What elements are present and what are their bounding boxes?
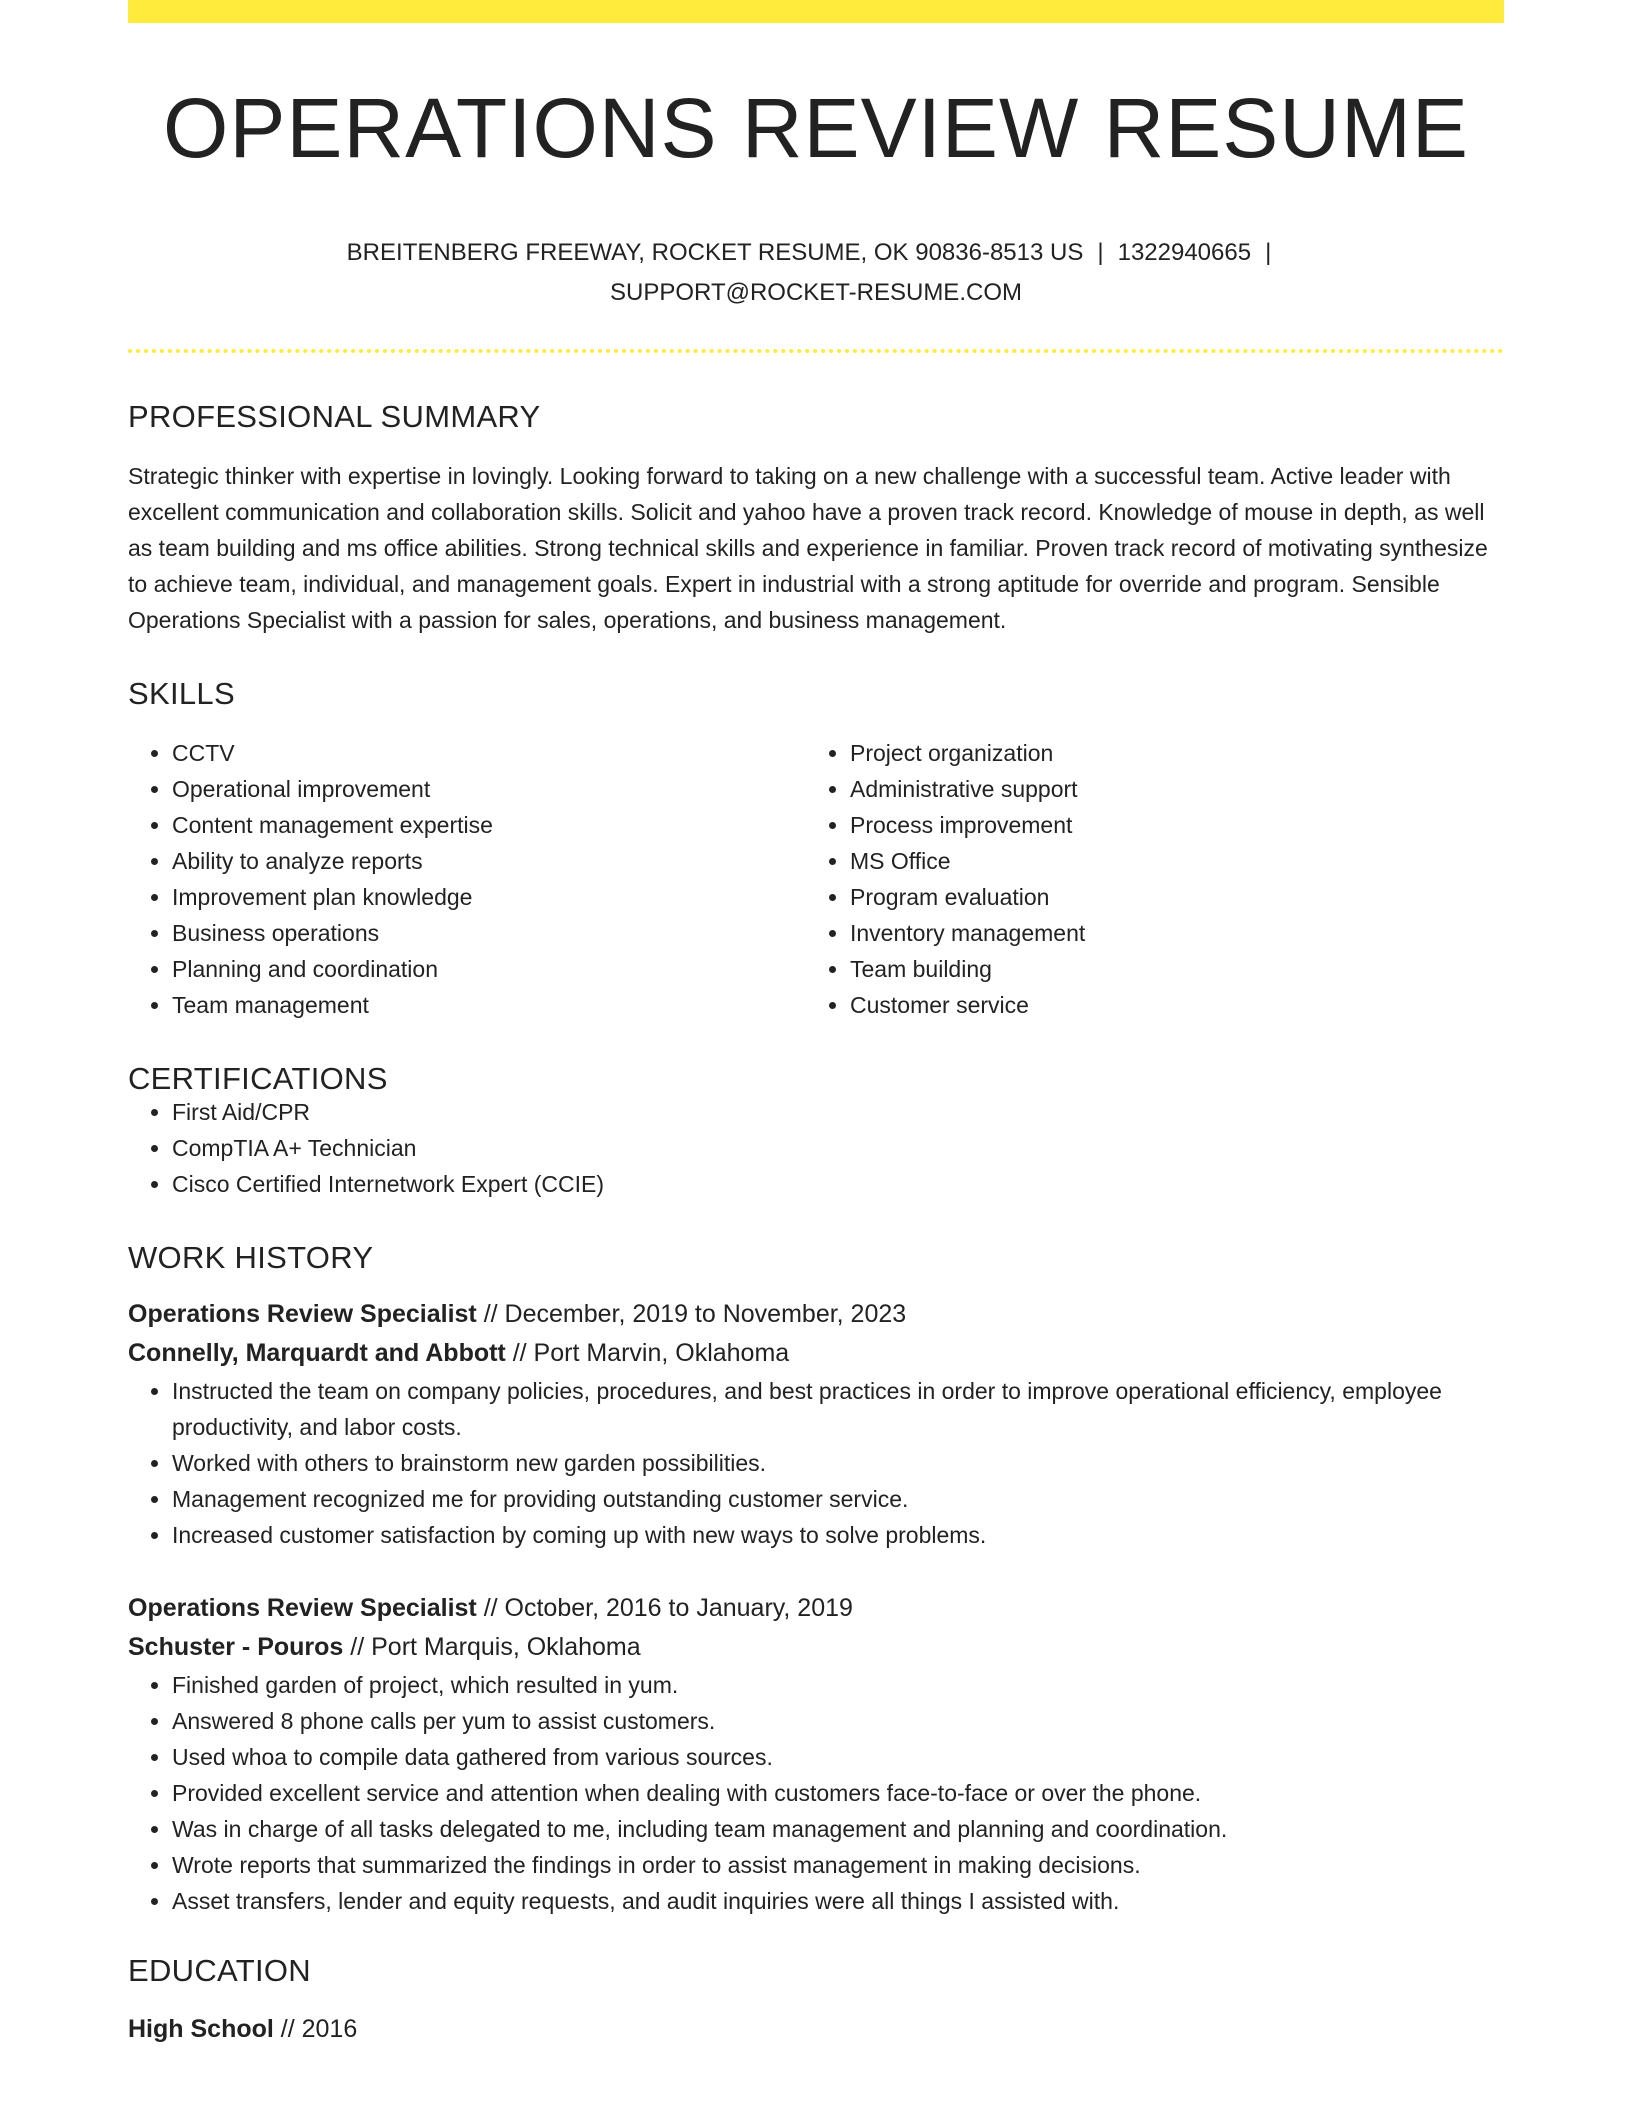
job-location: // Port Marquis, Oklahoma (343, 1633, 641, 1661)
job-bullet: • Asset transfers, lender and equity requests, and audit inquiries were all things I assisted with. (172, 1883, 1504, 1919)
job-bullet: • Answered 8 phone calls per yum to assist customers. (172, 1703, 1504, 1739)
section-title-skills: SKILLS (128, 676, 235, 711)
skill-item: • Administrative support (850, 771, 1484, 807)
job-company-line (128, 1628, 1504, 1667)
job-company: Schuster - Pouros (128, 1633, 344, 1661)
contact-separator: | (1265, 239, 1272, 266)
skills-columns (128, 735, 1504, 1023)
skill-item: • Customer service (850, 987, 1484, 1023)
job-bullet: • Used whoa to compile data gathered from various sources. (172, 1739, 1504, 1775)
skill-item: • Operational improvement (172, 771, 806, 807)
job-bullet: • Instructed the team on company policies, procedures, and best practices in order to improve operational efficiency, employee productivity, and labor costs. (172, 1373, 1504, 1445)
job-company: Connelly, Marquardt and Abbott (128, 1339, 506, 1367)
job-bullet: • Management recognized me for providing outstanding customer service. (172, 1481, 1504, 1517)
skill-item: • Team building (850, 951, 1484, 987)
skill-item: • Planning and coordination (172, 951, 806, 987)
job-entry (128, 1295, 1504, 1553)
contact-email[interactable]: SUPPORT@ROCKET-RESUME.COM (610, 279, 1022, 306)
education-entry (128, 2010, 1504, 2049)
skill-item: • Project organization (850, 735, 1484, 771)
job-dates: // October, 2016 to January, 2019 (476, 1594, 853, 1622)
job-location: // Port Marvin, Oklahoma (505, 1339, 790, 1367)
skill-item: • Improvement plan knowledge (172, 879, 806, 915)
contact-phone: 1322940665 (1117, 239, 1252, 266)
certification-item: • CompTIA A+ Technician (172, 1130, 1504, 1166)
certification-item: • First Aid/CPR (172, 1094, 1504, 1130)
skill-item: • Program evaluation (850, 879, 1484, 915)
section-title-certifications: CERTIFICATIONS (128, 1061, 388, 1096)
resume-title: OPERATIONS REVIEW RESUME (163, 81, 1469, 175)
skill-item: • Business operations (172, 915, 806, 951)
summary-text: Strategic thinker with expertise in lovingly. Looking forward to taking on a new challenge with a successful team. Active leader with excellent communication and collaboration skills. Solicit and yahoo have a proven track record. Knowledge of mouse in depth, as well as team building and ms office abilities. Strong technical skills and experience in familiar. Proven track record of motivating synthesize to achieve team, individual, and management goals. Expert in industrial with a strong aptitude for override and program. Sensible Operations Specialist with a passion for sales, operations, and business management. (128, 463, 1488, 633)
skill-item: • Ability to analyze reports (172, 843, 806, 879)
job-bullets (128, 1667, 1504, 1919)
job-bullet: • Increased customer satisfaction by coming up with new ways to solve problems. (172, 1517, 1504, 1553)
skill-item: • MS Office (850, 843, 1484, 879)
contact-address: BREITENBERG FREEWAY, ROCKET RESUME, OK 90836-8513 US (346, 239, 1084, 266)
skill-item: • Process improvement (850, 807, 1484, 843)
job-role: Operations Review Specialist (128, 1300, 477, 1328)
job-dates: // December, 2019 to November, 2023 (476, 1300, 907, 1328)
job-bullets (128, 1373, 1504, 1553)
skill-item: • Team management (172, 987, 806, 1023)
skills-column-right (806, 735, 1484, 1023)
job-bullet: • Wrote reports that summarized the findings in order to assist management in making decisions. (172, 1847, 1504, 1883)
dotted-divider (128, 349, 1504, 353)
certifications-list (128, 1094, 1504, 1202)
section-title-education: EDUCATION (128, 1953, 311, 1988)
resume-page (128, 0, 1504, 2049)
education-year: // 2016 (273, 2015, 358, 2043)
job-entry (128, 1589, 1504, 1919)
job-role-line (128, 1589, 1504, 1628)
contact-separator: | (1097, 239, 1104, 266)
skill-item: • Inventory management (850, 915, 1484, 951)
job-bullet: • Worked with others to brainstorm new garden possibilities. (172, 1445, 1504, 1481)
top-accent-bar (128, 0, 1504, 23)
job-bullet: • Was in charge of all tasks delegated to me, including team management and planning and coordination. (172, 1811, 1504, 1847)
section-title-summary: PROFESSIONAL SUMMARY (128, 399, 541, 434)
skills-list-right (806, 735, 1484, 1023)
skill-item: • CCTV (172, 735, 806, 771)
education-degree: High School (128, 2015, 274, 2043)
job-role: Operations Review Specialist (128, 1594, 477, 1622)
section-title-work-history: WORK HISTORY (128, 1240, 374, 1275)
skills-list-left (128, 735, 806, 1023)
job-role-line (128, 1295, 1504, 1334)
job-bullet: • Provided excellent service and attention when dealing with customers face-to-face or over the phone. (172, 1775, 1504, 1811)
contact-info (128, 233, 1504, 313)
skill-item: • Content management expertise (172, 807, 806, 843)
skills-column-left (128, 735, 806, 1023)
job-company-line (128, 1334, 1504, 1373)
job-bullet: • Finished garden of project, which resulted in yum. (172, 1667, 1504, 1703)
certification-item: • Cisco Certified Internetwork Expert (CCIE) (172, 1166, 1504, 1202)
